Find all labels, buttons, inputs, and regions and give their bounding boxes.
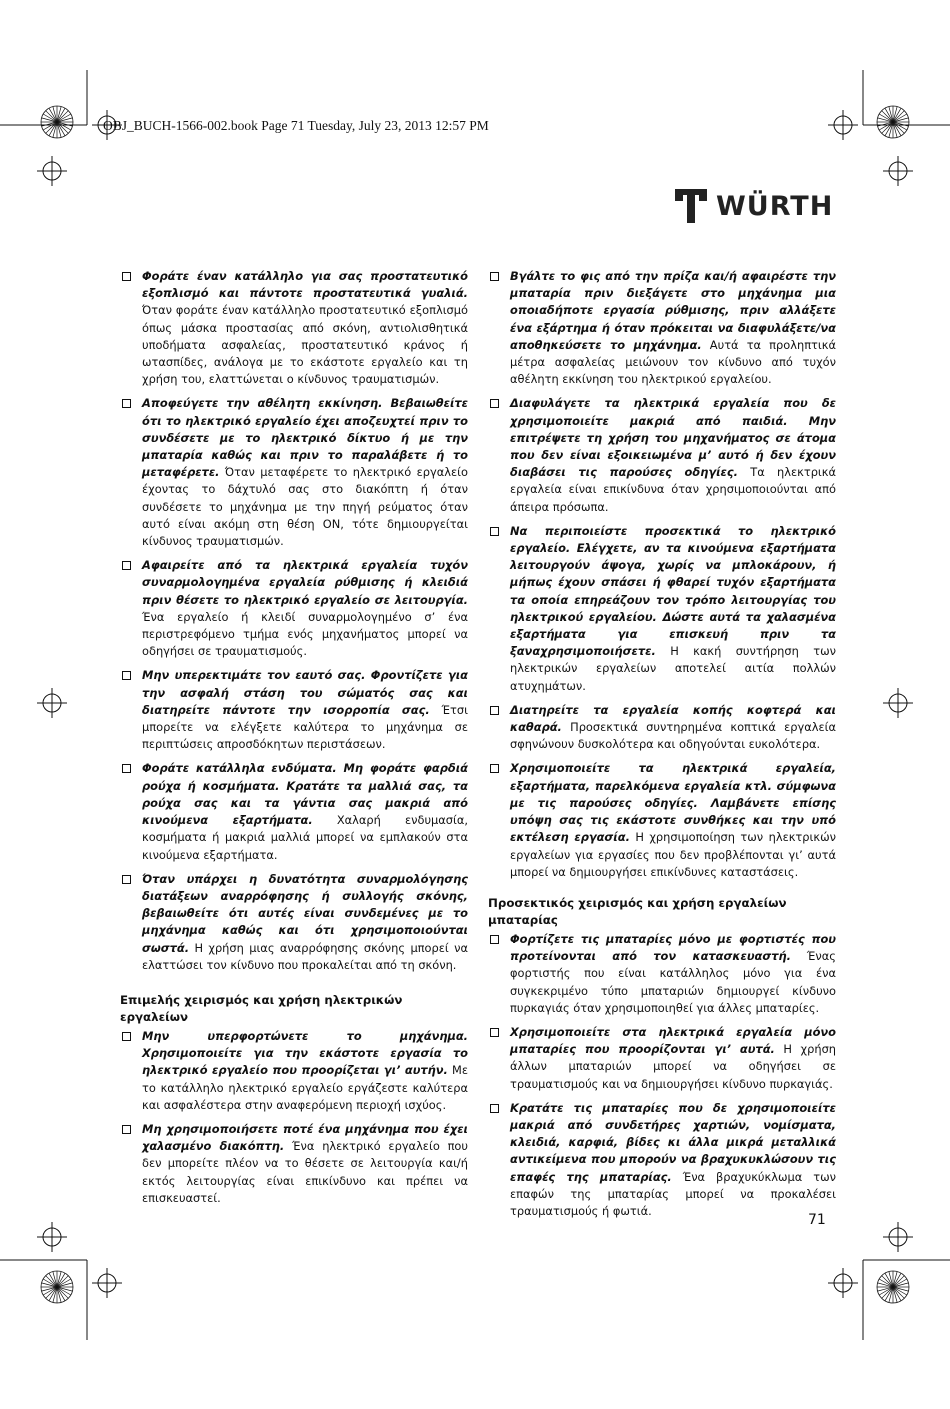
bullet-bold-text: Αφαιρείτε από τα ηλεκτρικά εργαλεία τυχόν συναρμολογημένα εργαλεία ρύθμισης ή κλειδιά πριν θέσετε το ηλεκτρικό εργαλείο σε λειτουργία. <box>142 558 468 607</box>
bullet-item <box>120 871 468 974</box>
bullet-bold-text: Μην υπερεκτιμάτε τον εαυτό σας. Φροντίζετε για την ασφαλή στάση του σώματός σας και διατηρείτε πάντοτε την ισορροπία σας. <box>142 668 468 717</box>
bullet-body-text: Όταν μεταφέρετε το ηλεκτρικό εργαλείο έχοντας το δάχτυλό σας στο διακόπτη ή όταν συνδέσετε το μηχάνημα με την πηγή ρεύματος όταν αυτό είναι ακόμη στη θέση ΟΝ, τότε δημιουργείται κίνδυνος τραυματισμών. <box>142 465 468 549</box>
bullet-item <box>120 268 468 388</box>
bullet-bold-text: Κρατάτε τις μπαταρίες που δε χρησιμοποιείτε μακριά από συνδετήρες χαρτιών, νομίσματα, κλειδιά, καρφιά, βίδες κι άλλα μικρά μεταλλικά αντικείμενα που μπορούν να βραχυκυκλώσουν τις επαφές της μπαταρίας. <box>510 1100 836 1184</box>
right-items2 <box>488 931 836 1220</box>
wurth-logo-icon <box>675 189 707 223</box>
checkbox-bullet-icon <box>490 527 499 536</box>
checkbox-bullet-icon <box>490 399 499 408</box>
bullet-item <box>120 1028 468 1114</box>
checkbox-bullet-icon <box>122 561 131 570</box>
checkbox-bullet-icon <box>122 399 131 408</box>
bullet-bold-text: Φοράτε έναν κατάλληλο για σας προστατευτικό εξοπλισμό και πάντοτε προστατευτικά γυαλιά. <box>142 269 468 301</box>
bullet-bold-text: Όταν υπάρχει η δυνατότητα συναρμολόγησης διατάξεων αναρρόφησης ή συλλογής σκόνης, βεβαιωθείτε ότι αυτές είναι συνδεμένες με το μηχάνημα καθώς και ότι χρησιμοποιούνται σωστά. <box>142 871 468 955</box>
bullet-body-text: Προσεκτικά συντηρημένα κοπτικά εργαλεία σφηνώνουν δυσκολότερα και οδηγούνται ευκολότερα. <box>510 720 836 752</box>
bullet-body-text: Αυτά τα προληπτικά μέτρα ασφαλείας μειώνουν τον κίνδυνο από τυχόν αθέλητη εκκίνηση του ηλεκτρικού εργαλείου. <box>510 337 836 387</box>
bullet-body-text: Η χρήση μιας αναρρόφησης σκόνης μπορεί να ελαττώσει τον κίνδυνο που προκαλείται από τη σκόνη. <box>142 940 468 972</box>
bullet-bold-text: Να περιποιείστε προσεκτικά το ηλεκτρικό εργαλείο. Ελέγχετε, αν τα κινούμενα εξαρτήματα λειτουργούν άψογα, χωρίς να μπλοκάρουν, ή μήπως έχουν σπάσει ή φθαρεί τυχόν εξαρτήματα τα οποία επηρεάζουν τον τρόπο λειτουργίας του ηλεκτρικού εργαλείου. Δώστε αυτά τα χαλασμένα εξαρτήματα για επισκευή πριν τα ξαναχρησιμοποιήσετε. <box>510 523 836 659</box>
bullet-body-text: Με το κατάλληλο ηλεκτρικό εργαλείο εργάζεστε καλύτερα και ασφαλέστερα στην αναφερόμενη περιοχή ισχύος. <box>142 1063 468 1112</box>
bullet-item <box>120 1121 468 1207</box>
bullet-body-text: Η χρήση άλλων μπαταριών μπορεί να οδηγήσει σε τραυματισμούς και να δημιουργήσει κίνδυνο πυρκαγιάς. <box>510 1042 837 1091</box>
bullet-item <box>488 268 836 388</box>
logo-text: WÜRTH <box>716 190 834 222</box>
checkbox-bullet-icon <box>122 1125 131 1134</box>
checkbox-bullet-icon <box>490 1028 499 1037</box>
bullet-bold-text: Φοράτε κατάλληλα ενδύματα. Μη φοράτε φαρδιά ρούχα ή κοσμήματα. Κρατάτε τα μαλλιά σας, τα ρούχα σας και τα γάντια σας μακριά από κινούμενα εξαρτήματα. <box>142 761 468 828</box>
bullet-body-text: Ένα βραχυκύκλωμα των επαφών της μπαταρίας μπορεί να προκαλέσει τραυματισμούς ή φωτιά. <box>510 1169 836 1218</box>
bullet-item <box>488 1024 836 1093</box>
checkbox-bullet-icon <box>490 706 499 715</box>
bullet-item <box>488 1100 836 1220</box>
bullet-bold-text: Αποφεύγετε την αθέλητη εκκίνηση. Βεβαιωθείτε ότι το ηλεκτρικό εργαλείο έχει αποζευχτεί πριν το συνδέσετε με το ηλεκτρικό δίκτυο ή με την μπαταρία καθώς και πριν το παραλάβετε ή το μεταφέρετε. <box>142 396 468 480</box>
bullet-bold-text: Μην υπερφορτώνετε το μηχάνημα. Χρησιμοποιείτε για την εκάστοτε εργασία το ηλεκτρικό εργαλείο που προορίζεται γι’ αυτήν. <box>142 1028 468 1078</box>
bullet-item <box>120 760 468 863</box>
bullet-body-text: Ένα ηλεκτρικό εργαλείο που δεν μπορείτε πλέον να το θέσετε σε λειτουργία και/ή εκτός λειτουργίας είναι επικίνδυνο και πρέπει να επισκευαστεί. <box>142 1139 468 1205</box>
bullet-body-text: Ένας φορτιστής που είναι κατάλληλος μόνο για ένα συγκεκριμένο τύπο μπαταριών δημιουργεί κίνδυνο πυρκαγιάς όταν χρησιμοποιηθεί για άλλες μπαταρίες. <box>510 949 836 1015</box>
bullet-body-text: Ένα εργαλείο ή κλειδί συναρμολογημένο σ’ ένα περιστρεφόμενο τμήμα ενός μηχανήματος μπορεί να οδηγήσει σε τραυματισμούς. <box>142 609 468 659</box>
wurth-logo <box>675 186 835 226</box>
bullet-body-text: Η κακή συντήρηση των ηλεκτρικών εργαλείων αποτελεί αιτία πολλών ατυχημάτων. <box>510 644 836 693</box>
checkbox-bullet-icon <box>122 671 131 680</box>
bullet-bold-text: Μη χρησιμοποιήσετε ποτέ ένα μηχάνημα που έχει χαλασμένο διακόπτη. <box>142 1121 468 1154</box>
page-number: 71 <box>808 1212 826 1228</box>
bullet-item <box>488 760 836 880</box>
print-header: OBJ_BUCH-1566-002.book Page 71 Tuesday, July 23, 2013 12:57 PM <box>103 118 489 133</box>
bullet-body-text: Η χρησιμοποίηση των ηλεκτρικών εργαλείων για εργασίες που δεν προβλέπονται γι’ αυτά μπορεί να δημιουργήσει επικίνδυνες καταστάσεις. <box>510 830 836 879</box>
bullet-item <box>120 395 468 550</box>
bullet-bold-text: Χρησιμοποιείτε τα ηλεκτρικά εργαλεία, εξαρτήματα, παρελκόμενα εργαλεία κτλ. σύμφωνα με τις παρούσες οδηγίες. Λαμβάνετε επίσης υπόψη σας τις εκάστοτε συνθήκες και την υπό εκτέλεση εργασία. <box>510 761 836 845</box>
bullet-item <box>488 523 836 695</box>
bullet-bold-text: Χρησιμοποιείτε στα ηλεκτρικά εργαλεία μόνο μπαταρίες που προορίζονται γι’ αυτά. <box>510 1024 836 1057</box>
left-column <box>120 268 468 1214</box>
checkbox-bullet-icon <box>122 272 131 281</box>
bullet-bold-text: Βγάλτε το φις από την πρίζα και/ή αφαιρέστε την μπαταρία πριν διεξάγετε στο μηχάνημα μια οποιαδήποτε εργασία ρύθμισης, πριν αλλάξετε ένα εξάρτημα ή όταν πρόκειται να διαφυλάξετε/να αποθηκεύσετε το μηχάνημα. <box>510 269 836 352</box>
checkbox-bullet-icon <box>122 764 131 773</box>
checkbox-bullet-icon <box>490 272 499 281</box>
bullet-item <box>488 931 836 1017</box>
section-heading: Επιμελής χειρισμός και χρήση ηλεκτρικών εργαλείων <box>120 992 403 1024</box>
bullet-item <box>488 395 836 515</box>
checkbox-bullet-icon <box>490 1104 499 1113</box>
left-items <box>120 268 468 974</box>
bullet-body-text: Χαλαρή ενδυμασία, κοσμήματα ή μακριά μαλλιά μπορεί να εμπλακούν στα κινούμενα εξαρτήματα. <box>142 813 469 862</box>
bullet-bold-text: Διαφυλάγετε τα ηλεκτρικά εργαλεία που δε χρησιμοποιείτε μακριά από παιδιά. Μην επιτρέψετε τη χρήση του μηχανήματος σε άτομα που δεν είναι εξοικειωμένα μ’ αυτό ή δεν έχουν διαβάσει τις παρούσες οδηγίες. <box>510 396 836 480</box>
right-items <box>488 268 836 881</box>
bullet-bold-text: Φορτίζετε τις μπαταρίες μόνο με φορτιστές που προτείνονται από τον κατασκευαστή. <box>510 931 836 964</box>
bullet-item <box>120 557 468 660</box>
checkbox-bullet-icon <box>122 875 131 884</box>
section-heading: Προσεκτικός χειρισμός και χρήση εργαλείων μπαταρίας <box>488 895 787 927</box>
checkbox-bullet-icon <box>490 935 499 944</box>
right-column <box>488 268 836 1227</box>
left-items2 <box>120 1028 468 1207</box>
bullet-body-text: Τα ηλεκτρικά εργαλεία είναι επικίνδυνα όταν χρησιμοποιούνται από άπειρα πρόσωπα. <box>510 465 836 514</box>
checkbox-bullet-icon <box>490 764 499 773</box>
bullet-item <box>120 667 468 753</box>
bullet-bold-text: Διατηρείτε τα εργαλεία κοπής κοφτερά και καθαρά. <box>510 702 836 735</box>
bullet-body-text: Έτσι μπορείτε να ελέγξετε καλύτερα το μηχάνημα σε περιπτώσεις απροσδόκητων περιστάσεων. <box>142 702 468 752</box>
bullet-body-text: Όταν φοράτε έναν κατάλληλο προστατευτικό εξοπλισμό όπως μάσκα προστασίας από σκόνη, αντιολισθητικά υποδήματα ασφαλείας, προστατευτικό κράνος ή ωτασπίδες, ανάλογα με το εκάστοτε εργαλείο και τη χρήση του, ελαττώνεται ο κίνδυνος τραυματισμών. <box>142 303 468 387</box>
bullet-item <box>488 702 836 754</box>
checkbox-bullet-icon <box>122 1032 131 1041</box>
